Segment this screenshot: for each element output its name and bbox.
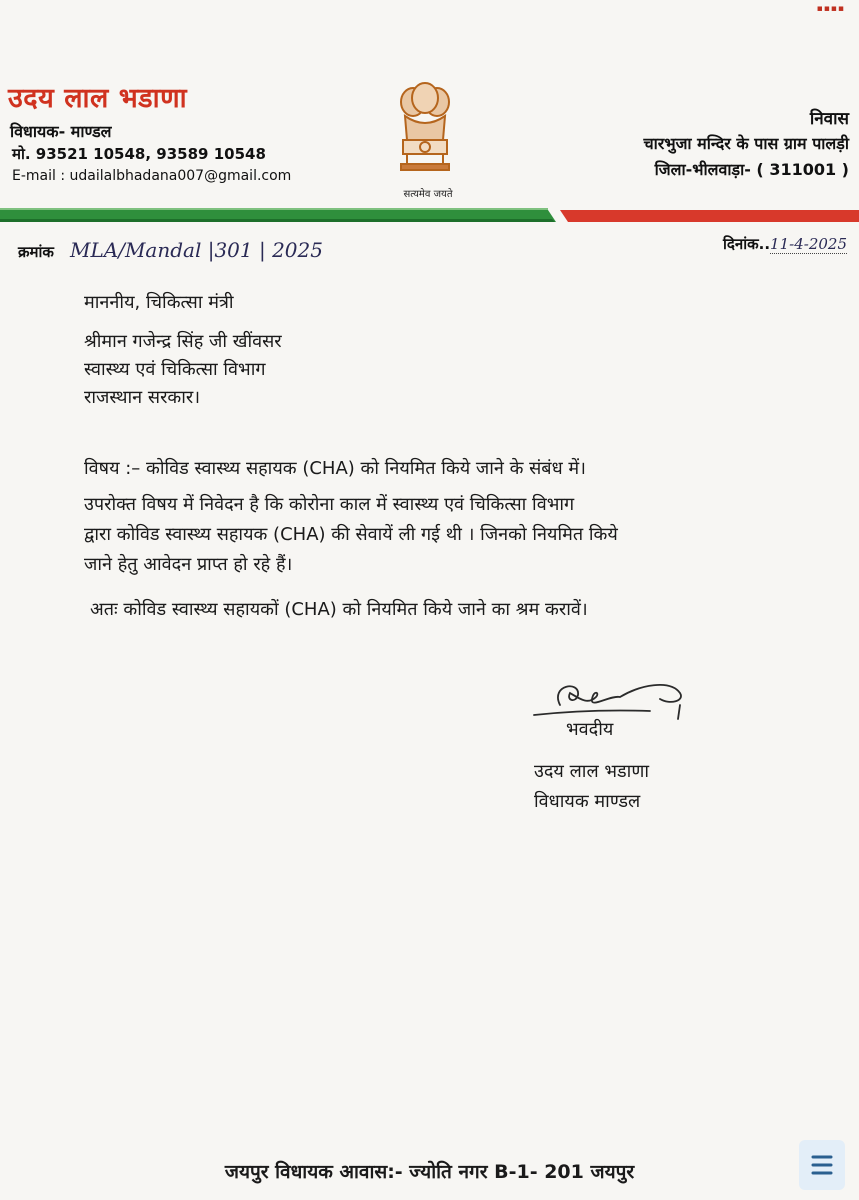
reference-label: क्रमांक — [18, 243, 54, 261]
signature-scribble — [530, 675, 710, 725]
corner-mark: ▪▪▪▪ — [816, 4, 845, 14]
ashoka-emblem-icon — [385, 80, 465, 180]
signature-closing: भवदीय — [566, 719, 614, 740]
signature-name: उदय लाल भडाणा — [534, 761, 649, 782]
date-line: दिनांक..11-4-2025 — [723, 235, 847, 253]
letter-para2: अतः कोविड स्वास्थ्य सहायकों (CHA) को नियमित किये जाने का श्रम करावें। — [90, 599, 588, 620]
date-label: दिनांक — [723, 235, 759, 253]
residence-label: निवास — [809, 109, 849, 129]
letter-para1-line3: जाने हेतु आवेदन प्राप्त हो रहे हैं। — [84, 554, 293, 575]
letter-para1-line1: उपरोक्त विषय में निवेदन है कि कोरोना काल में स्वास्थ्य एवं चिकित्सा विभाग — [84, 494, 575, 515]
addressee-line2: श्रीमान गजेन्द्र सिंह जी खींवसर — [84, 331, 282, 352]
residence-address-line2: जिला-भीलवाड़ा- ( 311001 ) — [654, 160, 849, 179]
mla-designation: विधायक- माण्डल — [10, 122, 112, 141]
addressee-line3: स्वास्थ्य एवं चिकित्सा विभाग — [84, 359, 266, 380]
reference-number: MLA/Mandal |301 | 2025 — [70, 238, 323, 262]
emblem-motto: सत्यमेव जयते — [403, 189, 453, 200]
signature-designation: विधायक माण्डल — [534, 791, 641, 812]
residence-address-line1: चारभुजा मन्दिर के पास ग्राम पालड़ी — [643, 134, 849, 153]
letter-subject: विषय :– कोविड स्वास्थ्य सहायक (CHA) को नियमित किये जाने के संबंध में। — [84, 458, 586, 479]
addressee-line4: राजस्थान सरकार। — [84, 387, 201, 408]
header-divider-band — [0, 208, 859, 224]
mla-phone: मो. 93521 10548, 93589 10548 — [12, 145, 266, 163]
hamburger-menu-icon[interactable] — [799, 1140, 845, 1190]
letter-para1-line2: द्वारा कोविड स्वास्थ्य सहायक (CHA) की सेवायें ली गई थी । जिनको नियमित किये — [84, 524, 618, 545]
footer-address: जयपुर विधायक आवास:- ज्योति नगर B-1- 201 जयपुर — [224, 1161, 635, 1183]
mla-email: E-mail : udailalbhadana007@gmail.com — [12, 168, 292, 184]
addressee-line1: माननीय, चिकित्सा मंत्री — [84, 292, 234, 313]
date-value: 11-4-2025 — [770, 235, 847, 253]
mla-name: उदय लाल भडाणा — [8, 83, 188, 114]
